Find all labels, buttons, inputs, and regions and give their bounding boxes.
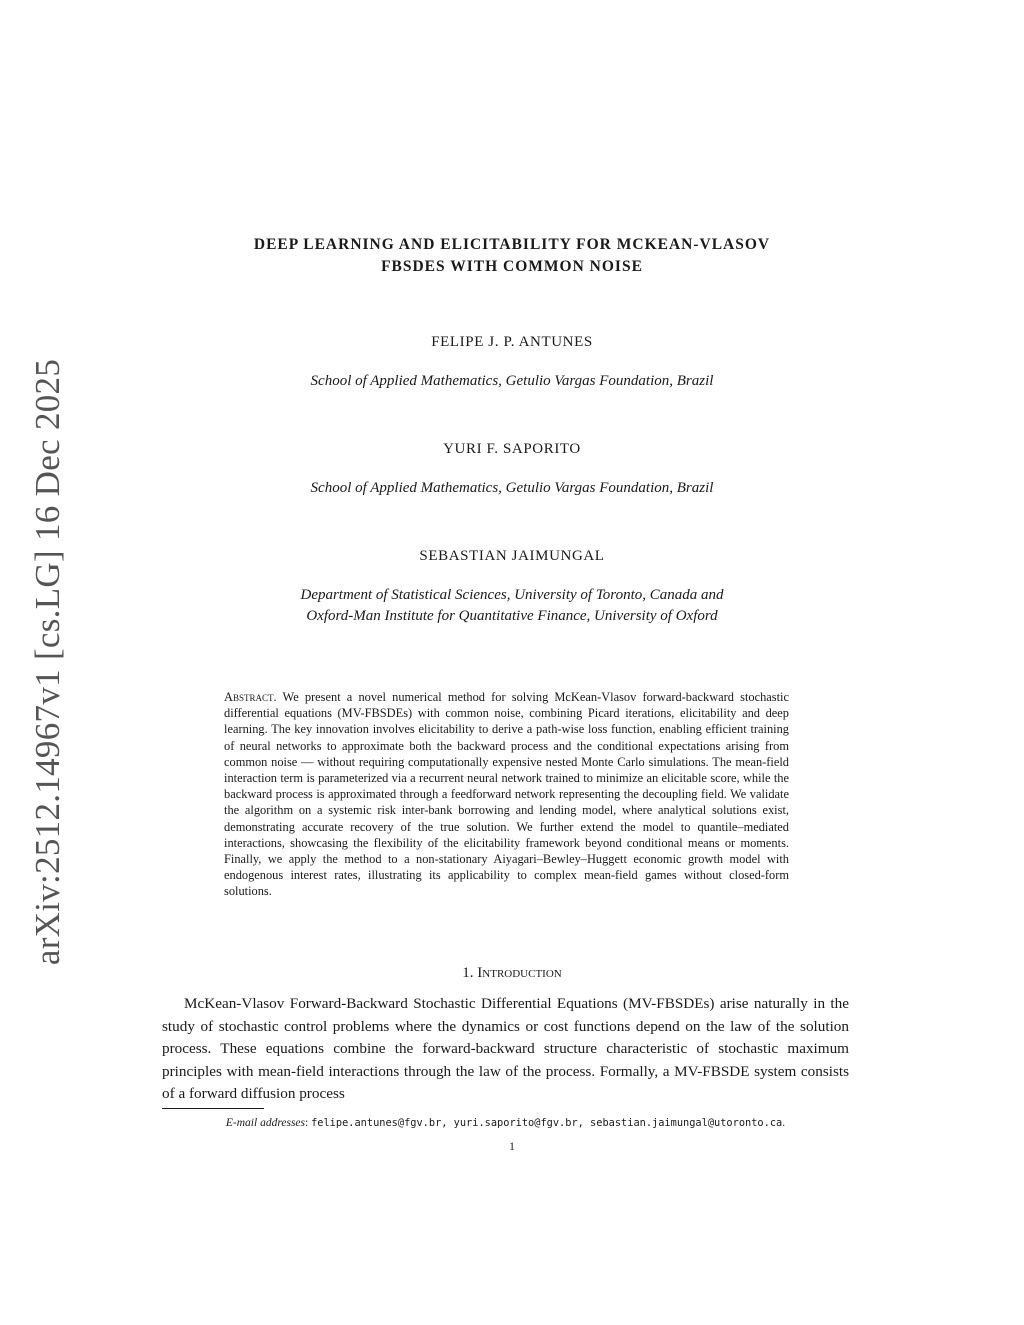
- author-affiliation-1: School of Applied Mathematics, Getulio Vargas Foundation, Brazil: [310, 373, 714, 389]
- footnote-label: E-mail addresses: [225, 1117, 305, 1129]
- author-name-1: FELIPE J. P. ANTUNES: [431, 334, 593, 350]
- abstract: [224, 689, 789, 900]
- section-number: 1.: [462, 965, 474, 981]
- intro-paragraph: McKean-Vlasov Forward-Backward Stochastic Differential Equations (MV-FBSDEs) arise naturally in the study of stochastic control problems where the dynamics or cost functions depend on the law of the solution process. These equations combine the forward-backward structure characteristic of stochastic maximum principles with mean-field interactions through the law of the process. Formally, a MV-FBSDE system consists of a forward diffusion process: [162, 995, 849, 1102]
- footnote-emails: felipe.antunes@fgv.br, yuri.saporito@fgv.br, sebastian.jaimungal@utoronto.ca: [311, 1117, 783, 1129]
- section-heading: [160, 965, 864, 982]
- abstract-text: We present a novel numerical method for solving McKean-Vlasov forward-backward stochastic differential equations (MV-FBSDEs) with common noise, combining Picard iterations, elicitability and deep learning. The key innovation involves elicitability to derive a path-wise loss function, enabling efficient training of neural networks to approximate both the backward process and the conditional expectations arising from common noise — without requiring computationally expensive nested Monte Carlo simulations. The mean-field interaction term is parameterized via a recurrent neural network trained to minimize an elicitable score, while the backward process is approximated through a feedforward network representing the decoupling field. We validate the algorithm on a systemic risk inter-bank borrowing and lending model, where analytical solutions exist, demonstrating accurate recovery of the true solution. We further extend the model to quantile–mediated interactions, showcasing the flexibility of the elicitability framework beyond conditional means or moments. Finally, we apply the method to a non-stationary Aiyagari–Bewley–Huggett economic growth model with endogenous interest rates, illustrating its applicability to complex mean-field games without closed-form solutions.: [224, 690, 789, 899]
- author-name-3: SEBASTIAN JAIMUNGAL: [419, 548, 605, 564]
- affiliation-line-2: Oxford-Man Institute for Quantitative Finance, University of Oxford: [306, 608, 718, 624]
- page-number: 1: [509, 1141, 515, 1153]
- paper-title: [160, 234, 864, 278]
- author-affiliation-2: School of Applied Mathematics, Getulio Vargas Foundation, Brazil: [310, 480, 714, 496]
- footnote: [162, 1117, 849, 1129]
- title-line-2: FBSDES WITH COMMON NOISE: [381, 258, 643, 275]
- footnote-colon: :: [305, 1117, 312, 1129]
- author-name-2: YURI F. SAPORITO: [443, 441, 581, 457]
- affiliation-line-1: Department of Statistical Sciences, University of Toronto, Canada and: [300, 587, 724, 603]
- abstract-label: Abstract.: [224, 690, 277, 704]
- footnote-rule: [162, 1108, 264, 1109]
- footnote-period: .: [782, 1117, 786, 1129]
- section-title: Introduction: [477, 965, 562, 981]
- arxiv-identifier: arXiv:2512.14967v1 [cs.LG] 16 Dec 2025: [28, 358, 67, 966]
- title-line-1: DEEP LEARNING AND ELICITABILITY FOR MCKEAN-VLASOV: [253, 236, 771, 253]
- author-affiliation-3: [160, 585, 864, 627]
